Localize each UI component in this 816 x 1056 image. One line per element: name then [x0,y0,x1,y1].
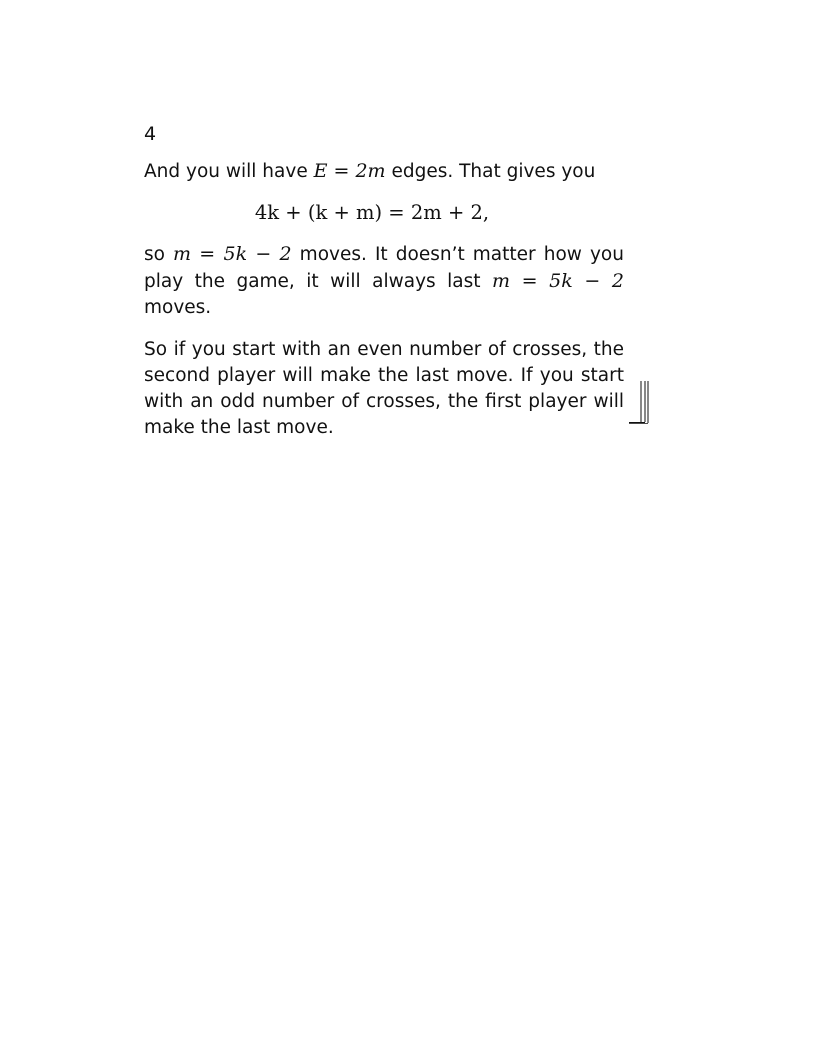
paragraph-moves-text-1: so [144,244,174,265]
paragraph-edges [144,158,624,185]
page-content [144,118,624,441]
paragraph-moves-text-3: moves. [144,297,212,318]
inline-math-moves-2: m = 5k − 2 [491,270,624,292]
paragraph-moves-text-2: moves. It doesn’t matter how you play the game, it will always last [144,244,624,292]
inline-math-moves-1: m = 5k − 2 [173,243,292,265]
paragraph-edges-text-1: And you will have [144,161,314,182]
end-of-proof-icon [628,380,652,424]
page-number: 4 [144,123,157,145]
display-equation: 4k + (k + m) = 2m + 2, [254,201,490,224]
paragraph-edges-text-2: edges. That gives you [385,161,596,182]
paragraph-moves [144,241,624,321]
paragraph-conclusion: So if you start with an even number of crosses, the second player will make the last move. If you start with an odd number of crosses, the first player will make the last move. [144,339,624,438]
inline-math-edges: E = 2m [313,160,386,182]
